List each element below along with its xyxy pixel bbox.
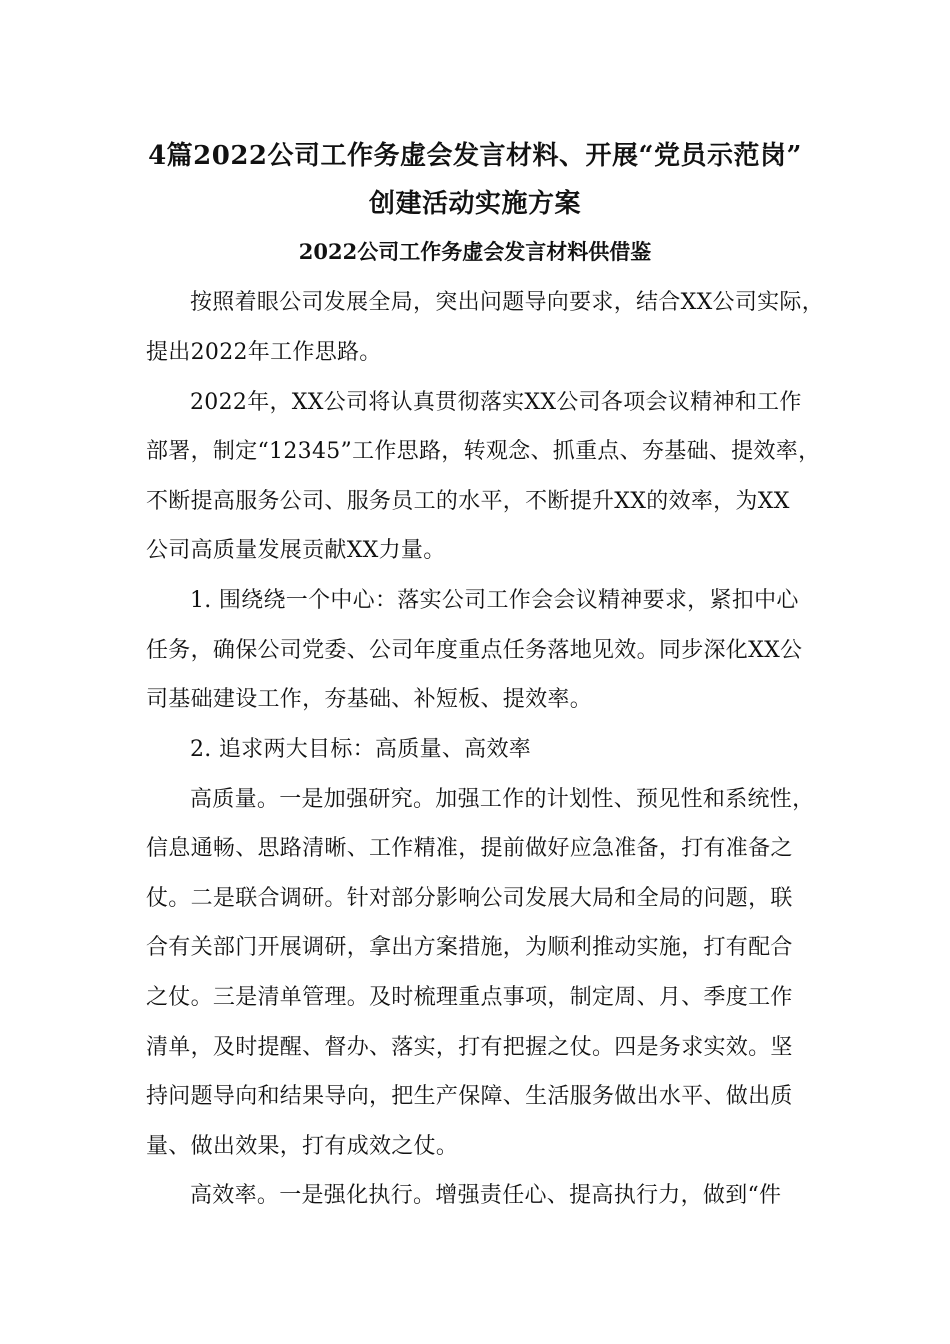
- paragraph-line: 提出2022年工作思路。: [146, 340, 382, 365]
- paragraph-line: 不断提高服务公司、服务员工的水平，不断提升XX的效率，为XX: [146, 489, 790, 514]
- paragraph-line: 司基础建设工作，夯基础、补短板、提效率。: [146, 687, 593, 712]
- paragraph-line: 信息通畅、思路清晰、工作精准，提前做好应急准备，打有准备之: [146, 836, 793, 861]
- paragraph-line: 高效率。一是强化执行。增强责任心、提高执行力，做到“件: [190, 1183, 782, 1208]
- paragraph-line: 量、做出效果，打有成效之仗。: [146, 1134, 459, 1159]
- paragraph-line: 清单，及时提醒、督办、落实，打有把握之仗。四是务求实效。坚: [146, 1035, 793, 1060]
- section-subtitle: 2022公司工作务虚会发言材料供借鉴: [298, 239, 652, 264]
- paragraph-line: 仗。二是联合调研。针对部分影响公司发展大局和全局的问题，联: [146, 886, 793, 911]
- paragraph-line: 公司高质量发展贡献XX力量。: [146, 538, 446, 563]
- paragraph-line: 2022年，XX公司将认真贯彻落实XX公司各项会议精神和工作: [190, 390, 802, 415]
- document-title-line-2: 创建活动实施方案: [368, 189, 581, 219]
- paragraph-line: 合有关部门开展调研，拿出方案措施，为顺利推动实施，打有配合: [146, 935, 793, 960]
- paragraph-line: 高质量。一是加强研究。加强工作的计划性、预见性和系统性，: [190, 787, 815, 812]
- paragraph-line: 按照着眼公司发展全局，突出问题导向要求，结合XX公司实际，: [190, 290, 825, 315]
- paragraph-line: 持问题导向和结果导向，把生产保障、生活服务做出水平、做出质: [146, 1084, 793, 1109]
- paragraph-line: 任务，确保公司党委、公司年度重点任务落地见效。同步深化XX公: [146, 638, 803, 663]
- paragraph-line: 1. 围绕绕一个中心：落实公司工作会会议精神要求，紧扣中心: [190, 588, 799, 613]
- paragraph-line: 2. 追求两大目标：高质量、高效率: [190, 737, 532, 762]
- document-title-line-1: 4篇2022公司工作务虚会发言材料、开展“党员示范岗”: [148, 141, 802, 171]
- paragraph-line: 部署，制定“12345”工作思路，转观念、抓重点、夯基础、提效率，: [146, 439, 821, 464]
- paragraph-line: 之仗。三是清单管理。及时梳理重点事项，制定周、月、季度工作: [146, 985, 793, 1010]
